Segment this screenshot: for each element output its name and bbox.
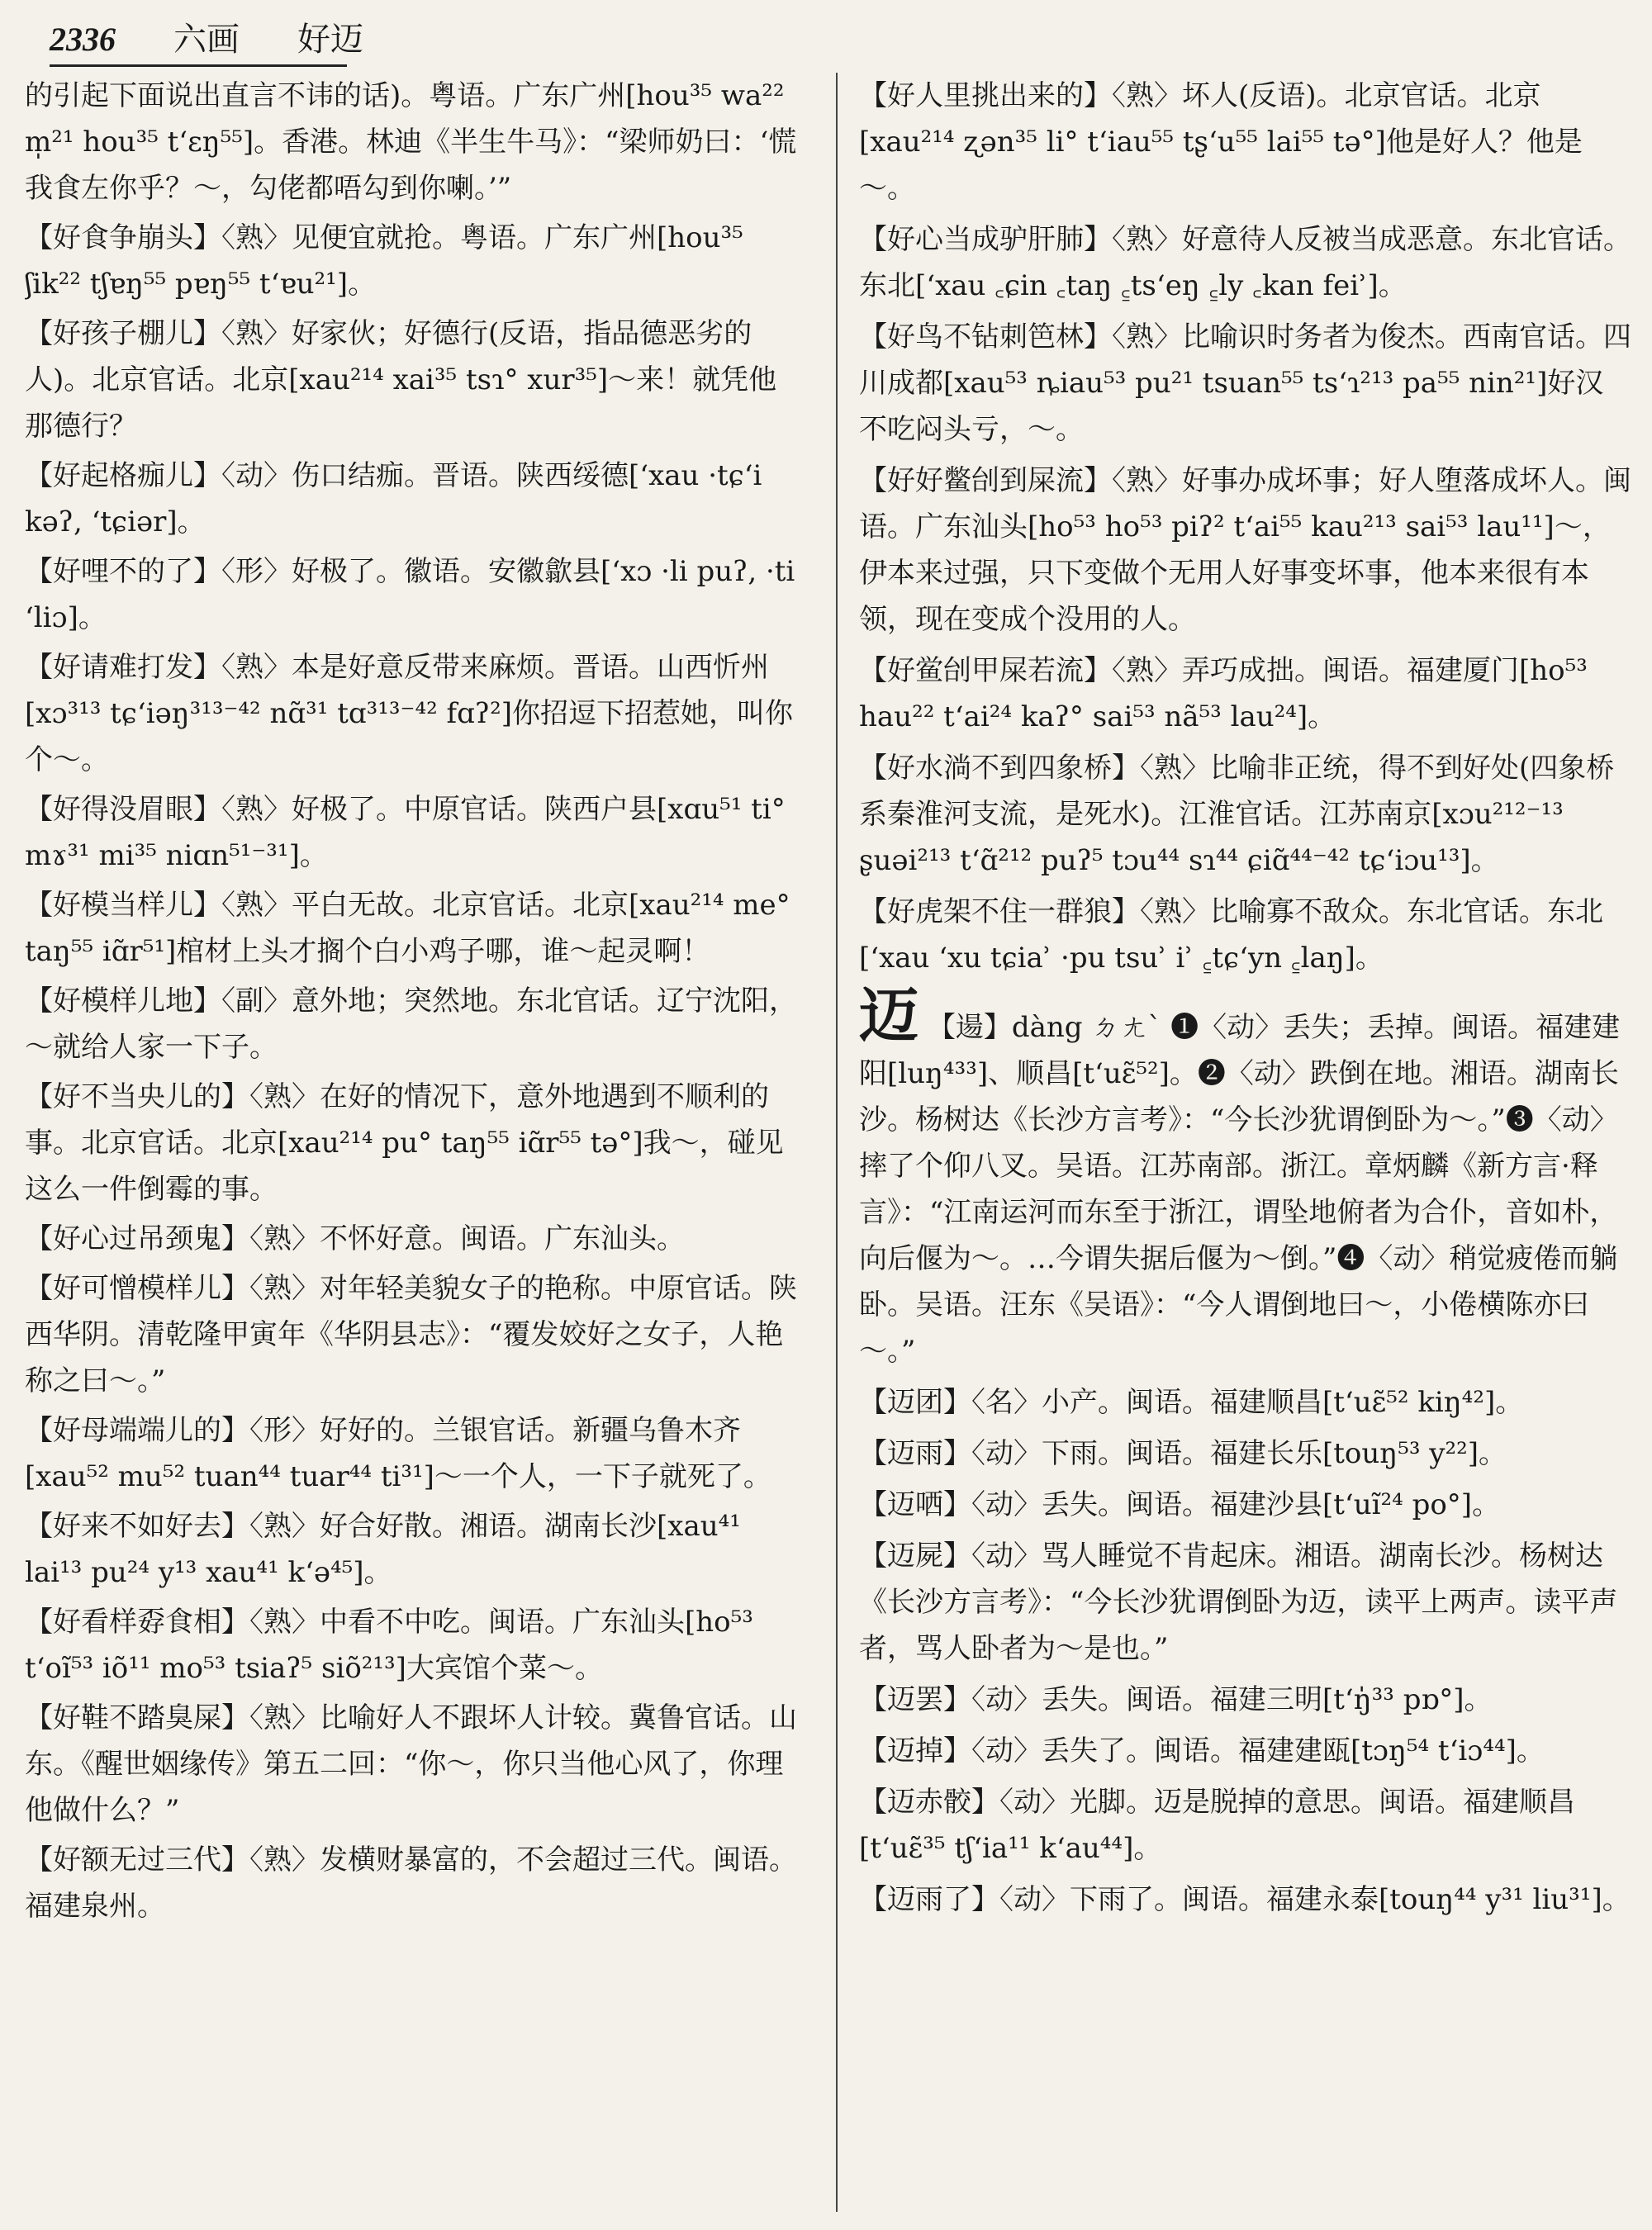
big-character: 迈 — [859, 980, 919, 1051]
column-divider — [836, 73, 838, 2212]
entry: 【好虎架不住一群狼】〈熟〉比喻寡不敌众。东北官话。东北[ʻxau ʻxu tɕiaʾ ·pu tsuʾ iʾ ꜁tɕʻyn ꜁laŋ]。 — [859, 895, 1603, 975]
entry: 【迈屍】〈动〉骂人睡觉不肯起床。湘语。湖南长沙。杨树达《长沙方言考》：“今长沙犹谓倒卧为迈，读平上两声。读平声者，骂人卧者为～是也。” — [859, 1540, 1618, 1665]
entry: 【好请难打发】〈熟〉本是好意反带来麻烦。晋语。山西忻州[xɔ³¹³ tɕʻiəŋ³¹³⁻⁴² nɑ̃³¹ tɑ³¹³⁻⁴² fɑʔ²]你招逗下招惹她，叫你个～。 — [25, 651, 794, 776]
entry: 【迈赤骹】〈动〉光脚。迈是脱掉的意思。闽语。福建顺昌[tʻuɛ̃³⁵ tʃʻia¹¹ kʻau⁴⁴]。 — [859, 1786, 1575, 1865]
char-definition: 【逿】dàng ㄉㄤˋ ❶〈动〉丢失；丢掉。闽语。福建建阳[luŋ⁴³³]、顺昌[tʻuɛ̃⁵²]。❷〈动〉跌倒在地。湘语。湖南长沙。杨树达《长沙方言考》：“今长沙犹谓倒卧为～。”❸〈动〉摔了个仰八叉。吴语。江苏南部。浙江。章炳麟《新方言·释言》：“江南运河而东至于浙江，谓坠地俯者为合仆，音如朴，向后偃为～。…今谓失据后偃为～倒。”❹〈动〉稍觉疲倦而躺卧。吴语。汪东《吴语》：“今人谓倒地曰～，小倦横陈亦曰～。” — [859, 1011, 1621, 1368]
entry: 【好孩子棚儿】〈熟〉好家伙；好德行(反语，指品德恶劣的人)。北京官话。北京[xau²¹⁴ xai³⁵ tsɿ° xur³⁵]～来！就凭他那德行？ — [25, 317, 777, 443]
entry: 【好看样孬食相】〈熟〉中看不中吃。闽语。广东汕头[ho⁵³ tʻoĩ⁵³ iõ¹¹ mo⁵³ tsiaʔ⁵ siõ²¹³]大宾馆个菜～。 — [25, 1606, 753, 1685]
entry: 【好鞋不踏臭屎】〈熟〉比喻好人不跟坏人计较。冀鲁官话。山东。《醒世姻缘传》第五二回：“你～，你只当他心风了，你理他做什么？” — [25, 1701, 797, 1827]
entry: 【好食争崩头】〈熟〉见便宜就抢。粤语。广东广州[hou³⁵ ʃik²² tʃɐŋ⁵⁵ pɐŋ⁵⁵ tʻɐu²¹]。 — [25, 221, 743, 301]
left-column — [25, 73, 801, 2212]
entry: 【好母端端儿的】〈形〉好好的。兰银官话。新疆乌鲁木齐[xau⁵² mu⁵² tuan⁴⁴ tuar⁴⁴ ti³¹]～一个人，一下子就死了。 — [25, 1414, 771, 1493]
entry: 【迈罢】〈动〉丢失。闽语。福建三明[tʻŋ̍³³ pɒ°]。 — [859, 1683, 1493, 1716]
entry: 【好好鳖刣到屎流】〈熟〉好事办成坏事；好人堕落成坏人。闽语。广东汕头[ho⁵³ ho⁵³ piʔ² tʻai⁵⁵ kau²¹³ sai⁵³ lau¹¹]～，伊本来过强，只下变做个无用人好事变坏事，他本来很有本领，现在变成个没用的人。 — [859, 464, 1631, 636]
section-label: 六画 — [173, 21, 240, 59]
entry: 【迈掉】〈动〉丢失了。闽语。福建建瓯[tɔŋ⁵⁴ tʻiɔ⁴⁴]。 — [859, 1734, 1545, 1767]
entry: 【好得没眉眼】〈熟〉好极了。中原官话。陕西户县[xɑu⁵¹ ti° mɤ³¹ mi³⁵ niɑn⁵¹⁻³¹]。 — [25, 793, 786, 872]
entry: 【好哩不的了】〈形〉好极了。徽语。安徽歙县[ʻxɔ ·li puʔ, ·ti ʻliɔ]。 — [25, 555, 795, 634]
entry: 【好额无过三代】〈熟〉发横财暴富的，不会超过三代。闽语。福建泉州。 — [25, 1843, 797, 1923]
page-header — [50, 15, 1619, 64]
header-rule — [50, 64, 347, 67]
char-entry — [859, 980, 1631, 1374]
entry: 【迈雨了】〈动〉下雨了。闽语。福建永泰[touŋ⁴⁴ y³¹ liu³¹]。 — [859, 1883, 1631, 1916]
entry: 【好模当样儿】〈熟〉平白无故。北京官话。北京[xau²¹⁴ me° taŋ⁵⁵ iɑ̃r⁵¹]棺材上头才搁个白小鸡子哪，谁～起灵啊！ — [25, 889, 790, 968]
entry: 【好模样儿地】〈副〉意外地；突然地。东北官话。辽宁沈阳，～就给人家一下子。 — [25, 985, 797, 1064]
right-column — [859, 73, 1631, 2212]
entry: 【好心当成驴肝肺】〈熟〉好意待人反被当成恶意。东北官话。东北[ʻxau ꜀ɕin ꜀taŋ ꜁tsʻeŋ ꜁ly ꜀kan feiʾ]。 — [859, 223, 1631, 302]
page-number: 2336 — [50, 21, 116, 58]
entry: 【好鸟不钻刺笆林】〈熟〉比喻识时务者为俊杰。西南官话。四川成都[xau⁵³ ȵiau⁵³ pu²¹ tsuan⁵⁵ tsʻɿ²¹³ pa⁵⁵ nin²¹]好汉不吃闷头亏，～。 — [859, 320, 1631, 446]
entry: 的引起下面说出直言不讳的话)。粤语。广东广州[hou³⁵ wa²² m̩²¹ hou³⁵ tʻɛŋ⁵⁵]。香港。林迪《半生牛马》：“梁师奶曰：‘慌我食左你乎？～，勾佬都唔勾到你喇。’” — [25, 79, 797, 205]
entry: 【好心过吊颈鬼】〈熟〉不怀好意。闽语。广东汕头。 — [25, 1222, 685, 1255]
entry: 【迈哂】〈动〉丢失。闽语。福建沙县[tʻuĩ²⁴ po°]。 — [859, 1488, 1501, 1521]
entry: 【好起格痂儿】〈动〉伤口结痂。晋语。陕西绥德[ʻxau ·tɕʻi kəʔ, ʻtɕiər]。 — [25, 459, 762, 539]
header-headword: 好迈 — [297, 21, 363, 59]
entry: 【迈雨】〈动〉下雨。闽语。福建长乐[touŋ⁵³ y²²]。 — [859, 1437, 1507, 1470]
entry: 【好可憎模样儿】〈熟〉对年轻美貌女子的艳称。中原官话。陕西华阴。清乾隆甲寅年《华阴县志》：“覆发姣好之女子，人艳称之曰～。” — [25, 1272, 797, 1397]
entry: 【好不当央儿的】〈熟〉在好的情况下，意外地遇到不顺利的事。北京官话。北京[xau²¹⁴ pu° taŋ⁵⁵ iɑ̃r⁵⁵ tə°]我～，碰见这么一件倒霉的事。 — [25, 1080, 784, 1206]
entry: 【好人里挑出来的】〈熟〉坏人(反语)。北京官话。北京[xau²¹⁴ ʐən³⁵ li° tʻiau⁵⁵ tʂʻu⁵⁵ lai⁵⁵ tə°]他是好人？他是～。 — [859, 79, 1583, 205]
entry: 【迈团】〈名〉小产。闽语。福建顺昌[tʻuɛ̃⁵² kiŋ⁴²]。 — [859, 1386, 1524, 1419]
entry: 【好来不如好去】〈熟〉好合好散。湘语。湖南长沙[xau⁴¹ lai¹³ pu²⁴ y¹³ xau⁴¹ kʻə⁴⁵]。 — [25, 1510, 741, 1589]
entry: 【好鲎刣甲屎若流】〈熟〉弄巧成拙。闽语。福建厦门[ho⁵³ hau²² tʻai²⁴ kaʔ° sai⁵³ nã⁵³ lau²⁴]。 — [859, 654, 1588, 733]
entry: 【好水淌不到四象桥】〈熟〉比喻非正统，得不到好处(四象桥系秦淮河支流，是死水)。江淮官话。江苏南京[xɔu²¹²⁻¹³ ʂuəi²¹³ tʻɑ̃²¹² puʔ⁵ tɔu⁴⁴ sɿ⁴⁴ ɕiɑ̃⁴⁴⁻⁴² tɕʻiɔu¹³]。 — [859, 752, 1615, 877]
